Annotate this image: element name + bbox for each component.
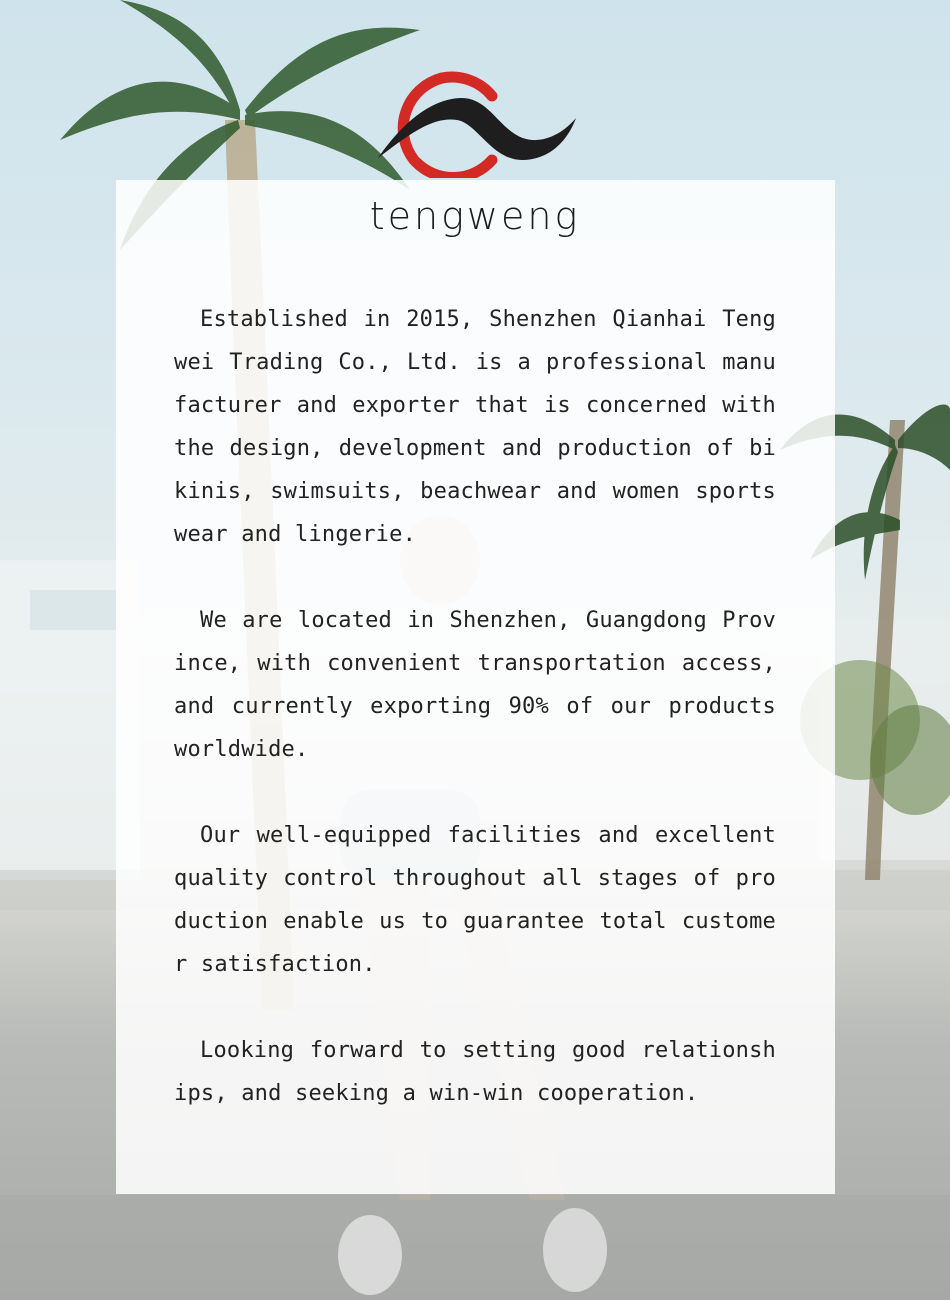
paragraph-text: Established in 2015, Shenzhen Qianhai Tengwei Trading Co., Ltd. is a professional manufacturer and exporter that is concerned with the design, development and production of bikinis, swimsuits, beachwear and women sportswear and lingerie. [174,307,776,547]
intro-paragraph [174,298,776,556]
wave-circle-logo-icon [372,68,582,178]
closing-paragraph [174,1029,776,1115]
paragraph-text: We are located in Shenzhen, Guangdong Province, with convenient transportation access, and currently exporting 90% of our products worldwide. [174,608,776,762]
facilities-paragraph [174,814,776,986]
paragraph-text: Our well-equipped facilities and excellent quality control throughout all stages of production enable us to guarantee total customer satisfaction. [174,823,776,977]
location-paragraph [174,599,776,771]
brand-wordmark: tengweng [369,194,581,238]
paragraph-text: Looking forward to setting good relationships, and seeking a win-win cooperation. [174,1038,776,1106]
